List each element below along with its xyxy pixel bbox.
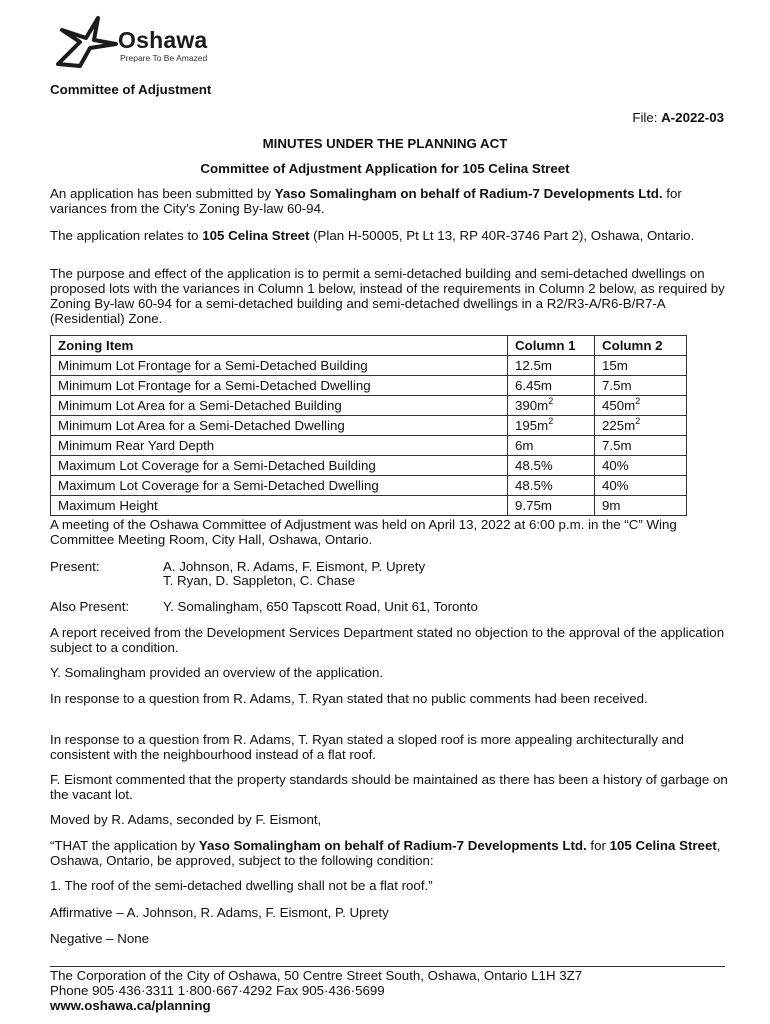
logo-tagline: Prepare To Be Amazed [120,53,208,63]
negative-vote: Negative – None [50,931,150,946]
present-label: Present: [50,559,100,574]
oshawa-star-icon [50,14,120,72]
also-present-label: Also Present: [50,599,130,614]
table-row [51,456,687,476]
question-2-paragraph: In response to a question from R. Adams, T. Ryan stated a sloped roof is more appealing architecturally and consistent with the neighbourhood instead of a flat roof. [50,732,684,762]
question-1-paragraph: In response to a question from R. Adams, T. Ryan stated that no public comments had been received. [50,691,648,706]
column-2-value: 7.5m [595,436,687,456]
column-1-value: 48.5% [508,456,595,476]
column-2-value: 15m [595,356,687,376]
column-1-value: 48.5% [508,476,595,496]
column-1-value: $390m^2$ [508,396,595,416]
purpose-paragraph: The purpose and effect of the application is to permit a semi-detached building and semi-detached dwellings on proposed lots with the variances in Column 1 below, instead of the requirements in Column 2 below, as required by Zoning By-law 60-94 for a semi-detached building and semi-detached dwellings in a R2/R3-A/R6-B/R7-A (Residential) Zone. [50,266,725,326]
footer-website-link[interactable]: www.oshawa.ca/planning [50,998,211,1013]
committee-heading: Committee of Adjustment [50,82,212,97]
also-present-value: Y. Somalingham, 650 Tapscott Road, Unit 61, Toronto [163,599,478,614]
zoning-item: Minimum Lot Frontage for a Semi-Detached Dwelling [51,376,508,396]
zoning-item: Minimum Lot Frontage for a Semi-Detached Building [51,356,508,376]
column-1-value: 6m [508,436,595,456]
oshawa-logo [50,14,230,72]
zoning-item: Maximum Lot Coverage for a Semi-Detached Dwelling [51,476,508,496]
table-row [51,496,687,516]
zoning-item: Minimum Lot Area for a Semi-Detached Dwelling [51,416,508,436]
column-2-value: 7.5m [595,376,687,396]
header-zoning-item: Zoning Item [51,336,508,356]
table-row [51,476,687,496]
table-row [51,376,687,396]
condition-item: 1. The roof of the semi-detached dwelling shall not be a flat roof.” [50,878,433,893]
footer-divider [50,966,725,967]
column-2-value: 40% [595,456,687,476]
column-2-value: 9m [595,496,687,516]
column-1-value: $195m^2$ [508,416,595,436]
table-row [51,356,687,376]
zoning-item: Minimum Rear Yard Depth [51,436,508,456]
page-title: MINUTES UNDER THE PLANNING ACT [262,136,508,151]
zoning-item: Maximum Height [51,496,508,516]
meeting-paragraph: A meeting of the Oshawa Committee of Adjustment was held on April 13, 2022 at 6:00 p.m. in the “C” Wing Committee Meeting Room, City Hall, Oshawa, Ontario. [50,517,677,547]
intro-paragraph-2: The application relates to 105 Celina Street (Plan H-50005, Pt Lt 13, RP 40R-3746 Part 2), Oshawa, Ontario. [50,228,695,243]
zoning-item: Minimum Lot Area for a Semi-Detached Building [51,396,508,416]
zoning-table [50,335,687,516]
column-1-value: 12.5m [508,356,595,376]
table-row [51,436,687,456]
column-1-value: 6.45m [508,376,595,396]
footer-phone: Phone 905·436·3311 1·800·667·4292 Fax 905·436·5699 [50,983,385,998]
table-header-row [51,336,687,356]
column-1-value: 9.75m [508,496,595,516]
overview-paragraph: Y. Somalingham provided an overview of the application. [50,665,384,680]
table-row [51,416,687,436]
report-paragraph: A report received from the Development Services Department stated no objection to the approval of the application subject to a condition. [50,625,725,655]
file-number: File: A-2022-03 [632,110,724,125]
column-2-value: $225m^2$ [595,416,687,436]
page-subtitle: Committee of Adjustment Application for 105 Celina Street [200,161,570,176]
intro-paragraph-1: An application has been submitted by Yaso Somalingham on behalf of Radium-7 Developments Ltd. for variances from the City’s Zoning By-law 60-94. [50,186,682,216]
header-column-1: Column 1 [508,336,595,356]
present-members-line-1: A. Johnson, R. Adams, F. Eismont, P. Uprety [163,559,426,574]
zoning-item: Maximum Lot Coverage for a Semi-Detached Building [51,456,508,476]
column-2-value: 40% [595,476,687,496]
motion-paragraph: “THAT the application by Yaso Somalingham on behalf of Radium-7 Developments Ltd. for 105 Celina Street, Oshawa, Ontario, be approved, subject to the following condition: [50,838,721,868]
affirmative-vote: Affirmative – A. Johnson, R. Adams, F. Eismont, P. Uprety [50,905,389,920]
table-row [51,396,687,416]
footer-address: The Corporation of the City of Oshawa, 50 Centre Street South, Oshawa, Ontario L1H 3Z7 [50,968,583,983]
column-2-value: $450m^2$ [595,396,687,416]
present-members-line-2: T. Ryan, D. Sappleton, C. Chase [163,573,356,588]
moved-line: Moved by R. Adams, seconded by F. Eismont, [50,812,322,827]
logo-wordmark: Oshawa [118,27,208,53]
eismont-paragraph: F. Eismont commented that the property standards should be maintained as there has been a history of garbage on the vacant lot. [50,772,728,802]
header-column-2: Column 2 [595,336,687,356]
